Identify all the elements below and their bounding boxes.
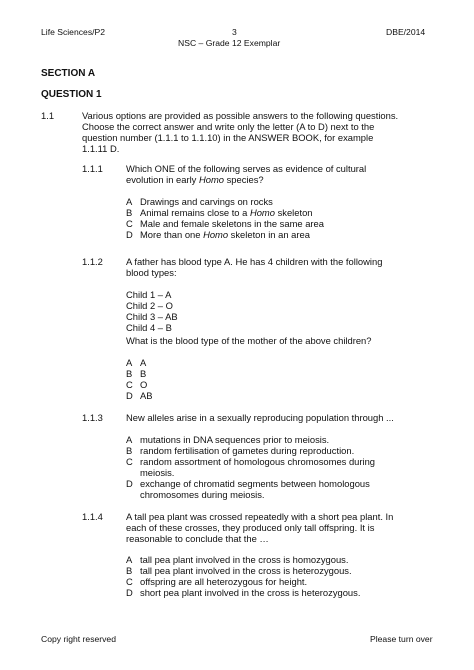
option-text: A bbox=[140, 357, 147, 368]
question-title: QUESTION 1 bbox=[41, 89, 102, 100]
option-line: chromosomes during meiosis. bbox=[140, 489, 265, 500]
option-letter: D bbox=[126, 390, 133, 401]
section-title: SECTION A bbox=[41, 68, 96, 79]
option-letter: D bbox=[126, 478, 133, 489]
option-text: mutations in DNA sequences prior to meiosis. bbox=[140, 434, 330, 445]
option-text: Drawings and carvings on rocks bbox=[140, 196, 273, 207]
option-line: meiosis. bbox=[140, 467, 175, 478]
option-letter: B bbox=[126, 368, 133, 379]
child-blood-type: Child 3 – AB bbox=[126, 311, 178, 322]
q1-1-2-children bbox=[126, 289, 178, 333]
stem-text: species? bbox=[223, 174, 264, 185]
header-subject: Life Sciences/P2 bbox=[41, 27, 106, 37]
option-text: More than one bbox=[140, 229, 204, 240]
option-letter: D bbox=[126, 587, 133, 598]
q1-1-3-stem: New alleles arise in a sexually reproducing population through ... bbox=[126, 412, 394, 423]
header-page-number: 3 bbox=[232, 27, 237, 37]
stem-line: A father has blood type A. He has 4 children with the following bbox=[126, 256, 383, 267]
stem-line: Which ONE of the following serves as evidence of cultural bbox=[126, 163, 367, 174]
instruction-line: Various options are provided as possible answers to the following questions. bbox=[82, 110, 399, 121]
instruction-line: question number (1.1.1 to 1.1.10) in the ANSWER BOOK, for example bbox=[82, 132, 374, 143]
option-letter: C bbox=[126, 576, 133, 587]
stem-line bbox=[126, 174, 432, 185]
q1-1-number: 1.1 bbox=[41, 110, 55, 121]
child-blood-type: Child 1 – A bbox=[126, 289, 172, 300]
option-text: tall pea plant involved in the cross is heterozygous. bbox=[140, 565, 352, 576]
stem-text: evolution in early bbox=[126, 174, 199, 185]
instruction-line: Choose the correct answer and write only the letter (A to D) next to the bbox=[82, 121, 375, 132]
option-italic: Homo bbox=[249, 207, 275, 218]
header-exam: NSC – Grade 12 Exemplar bbox=[178, 38, 281, 48]
option-line: random assortment of homologous chromosomes during bbox=[140, 456, 376, 467]
option-line: exchange of chromatid segments between homologous bbox=[140, 478, 370, 489]
child-blood-type: Child 2 – O bbox=[126, 300, 173, 311]
option-italic: Homo bbox=[203, 229, 229, 240]
option-text: random fertilisation of gametes during reproduction. bbox=[140, 445, 355, 456]
q1-1-3-number: 1.1.3 bbox=[82, 412, 103, 423]
option-letter: C bbox=[126, 456, 133, 467]
option-letter: A bbox=[126, 434, 133, 445]
stem-line: blood types: bbox=[126, 267, 177, 278]
stem-italic: Homo bbox=[198, 174, 224, 185]
option-letter: A bbox=[126, 357, 133, 368]
option-letter: C bbox=[126, 218, 133, 229]
option-text: offspring are all heterozygous for height. bbox=[140, 576, 308, 587]
q1-1-2-number: 1.1.2 bbox=[82, 256, 103, 267]
option-letter: C bbox=[126, 379, 133, 390]
q1-1-4-number: 1.1.4 bbox=[82, 511, 103, 522]
q1-1-1-number: 1.1.1 bbox=[82, 163, 103, 174]
option-letter: B bbox=[126, 445, 133, 456]
option-text: tall pea plant involved in the cross is homozygous. bbox=[140, 554, 349, 565]
child-blood-type: Child 4 – B bbox=[126, 322, 172, 333]
stem-line: each of these crosses, they produced only tall offspring. It is bbox=[126, 522, 375, 533]
footer-copyright: Copy right reserved bbox=[41, 634, 116, 644]
option-text: Male and female skeletons in the same area bbox=[140, 218, 324, 229]
option-letter: D bbox=[126, 229, 133, 240]
option-text: O bbox=[140, 379, 148, 390]
stem-line: A tall pea plant was crossed repeatedly with a short pea plant. In bbox=[126, 511, 394, 522]
option-text: skeleton in an area bbox=[228, 229, 310, 240]
q1-1-4-stem bbox=[126, 511, 432, 544]
option-text: skeleton bbox=[274, 207, 313, 218]
option-letter: A bbox=[126, 196, 133, 207]
header-code: DBE/2014 bbox=[386, 27, 426, 37]
option-text: B bbox=[140, 368, 147, 379]
option-text: AB bbox=[140, 390, 153, 401]
option-letter: B bbox=[126, 565, 133, 576]
q1-1-2-stem bbox=[126, 256, 432, 278]
option-text: short pea plant involved in the cross is heterozygous. bbox=[140, 587, 361, 598]
option-text: Animal remains close to a bbox=[140, 207, 250, 218]
option-letter: A bbox=[126, 554, 133, 565]
q1-1-instructions bbox=[82, 110, 432, 154]
footer-turn-over: Please turn over bbox=[370, 634, 433, 644]
instruction-line: 1.1.11 D. bbox=[82, 143, 120, 154]
q1-1-2-question: What is the blood type of the mother of the above children? bbox=[126, 335, 372, 346]
stem-line: reasonable to conclude that the … bbox=[126, 533, 269, 544]
option-letter: B bbox=[126, 207, 133, 218]
q1-1-1-stem bbox=[126, 163, 432, 185]
